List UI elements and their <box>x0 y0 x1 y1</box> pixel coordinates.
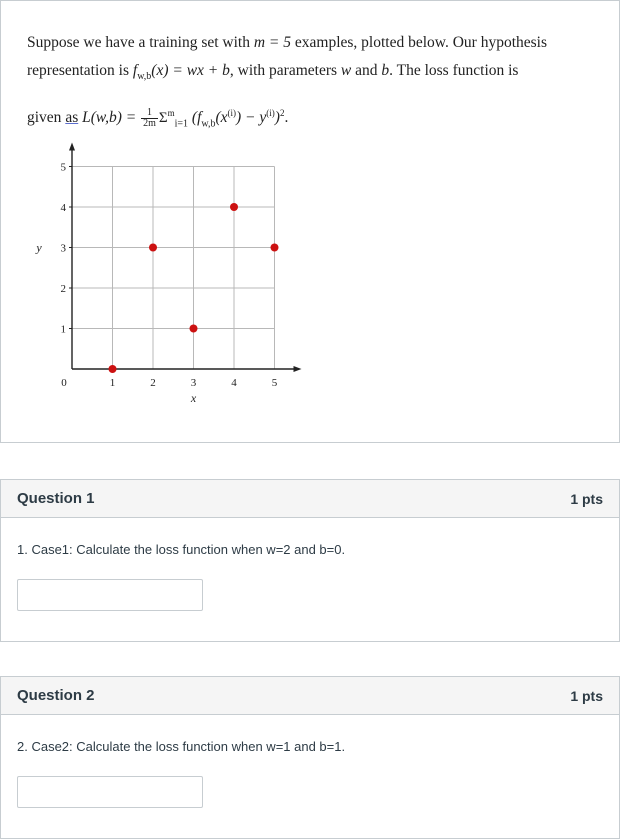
y-tick-label: 2 <box>60 283 66 295</box>
fraction-denominator: 2m <box>143 118 156 130</box>
question-1-text: 1. Case1: Calculate the loss function when w=2 and b=0. <box>17 542 346 557</box>
question-2-points: 1 pts <box>570 687 603 704</box>
data-point <box>149 244 157 252</box>
sum-upper: m <box>167 108 175 119</box>
sum-symbol: Σ <box>158 110 168 127</box>
param-b: b <box>381 62 390 79</box>
question-2-title: Question 2 <box>17 687 95 704</box>
loss-subscript: w,b <box>201 118 216 130</box>
scatter-chart <box>21 141 321 411</box>
loss-rhs: (x <box>215 109 228 127</box>
x-tick-label: 1 <box>109 377 116 389</box>
y-tick-label: 3 <box>60 242 66 255</box>
statement-text: Suppose we have a training set with <box>27 34 254 51</box>
y-tick-label: 5 <box>60 161 66 174</box>
m-equation: m = 5 <box>253 34 292 51</box>
statement-text: given <box>27 109 66 127</box>
sum-lower: i=1 <box>174 118 189 130</box>
question-1-points: 1 pts <box>570 490 603 507</box>
loss-rhs: ) <box>274 109 280 127</box>
statement-line-3 <box>27 99 602 138</box>
statement-line-2 <box>27 57 602 91</box>
hypothesis-symbol: f <box>132 62 138 79</box>
problem-statement <box>27 29 602 138</box>
statement-text: . The loss function is <box>389 62 519 79</box>
loss-superscript: (i) <box>227 108 236 119</box>
x-tick-label: 4 <box>231 377 237 389</box>
question-1-title: Question 1 <box>17 490 95 507</box>
statement-line-1 <box>27 29 602 57</box>
y-tick-label: 1 <box>60 323 66 336</box>
question-1-header <box>1 480 619 518</box>
x-tick-label: 5 <box>271 377 278 389</box>
statement-text: . <box>284 109 289 127</box>
loss-fraction <box>141 108 158 129</box>
fraction-numerator: 1 <box>141 108 158 119</box>
question-2-card <box>0 676 620 839</box>
question-2-text: 2. Case2: Calculate the loss function when w=1 and b=1. <box>17 739 346 754</box>
loss-rhs: (f <box>188 109 202 127</box>
data-point <box>109 365 117 373</box>
statement-text: examples, plotted below. Our hypothesis <box>291 34 548 51</box>
loss-rhs: ) − y <box>236 109 267 127</box>
hypothesis-subscript: w,b <box>137 71 152 83</box>
data-point <box>271 244 279 252</box>
statement-text: and <box>351 62 382 79</box>
x-tick-label: 0 <box>61 377 67 389</box>
param-w: w <box>340 62 352 79</box>
question-2-answer-input[interactable] <box>17 776 203 808</box>
data-point <box>190 325 198 333</box>
x-axis-label: x <box>190 391 197 405</box>
y-tick-label: 4 <box>60 202 66 214</box>
x-tick-label: 3 <box>190 377 197 389</box>
question-1-answer-input[interactable] <box>17 579 203 611</box>
x-tick-label: 2 <box>150 377 156 389</box>
data-point <box>230 203 238 211</box>
x-axis-arrow <box>294 366 302 372</box>
y-axis-label: y <box>36 240 42 255</box>
question-1-card <box>0 479 620 642</box>
question-2-body <box>1 715 619 808</box>
statement-text: representation is <box>27 62 133 79</box>
question-2-header <box>1 677 619 715</box>
statement-text: , with parameters <box>229 62 341 79</box>
hypothesis-rhs: (x) = wx + b <box>151 62 230 79</box>
question-1-body <box>1 518 619 611</box>
loss-square: 2 <box>279 108 285 119</box>
loss-lhs: L(w,b) = <box>78 109 141 127</box>
statement-text-as: as <box>65 109 79 127</box>
y-axis-arrow <box>69 143 75 151</box>
loss-superscript: (i) <box>266 108 275 119</box>
